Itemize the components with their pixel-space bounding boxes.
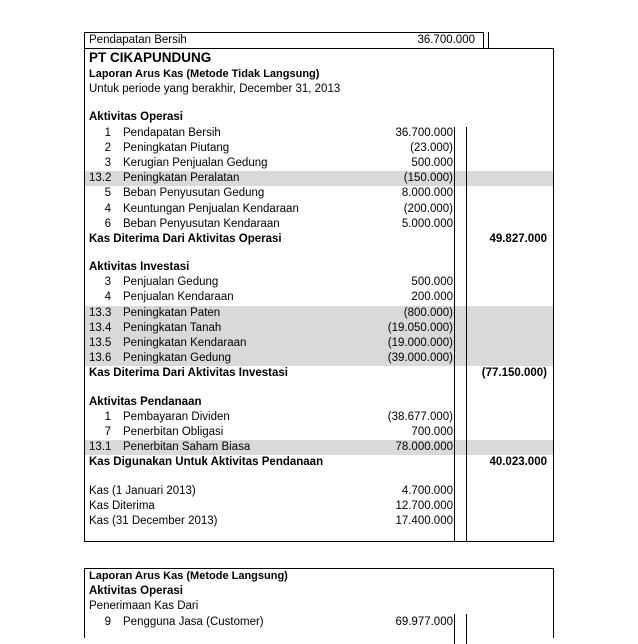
operasi-total-label: Kas Diterima Dari Aktivitas Operasi bbox=[89, 232, 282, 245]
item-description: Keuntungan Penjualan Kendaraan bbox=[123, 202, 299, 215]
item-description: Peningkatan Kendaraan bbox=[123, 337, 247, 349]
pendanaan-heading bbox=[85, 395, 553, 410]
investasi-item bbox=[85, 290, 553, 305]
summary-label: Kas (31 December 2013) bbox=[89, 514, 218, 527]
item-amount: 8.000.000 bbox=[401, 187, 453, 200]
company-name-text: PT CIKAPUNDUNG bbox=[89, 50, 212, 65]
item-amount: (19.050.000) bbox=[387, 321, 453, 334]
item-amount: (23.000) bbox=[410, 141, 453, 154]
report2-subheading: Penerimaan Kas Dari bbox=[89, 600, 199, 613]
item-amount: 500.000 bbox=[411, 276, 453, 289]
top-header-divider bbox=[488, 32, 489, 49]
summary-row bbox=[85, 499, 553, 514]
item-description: Beban Penyusutan Kendaraan bbox=[123, 217, 280, 230]
summary-amount: 4.700.000 bbox=[401, 484, 453, 497]
operasi-heading-text: Aktivitas Operasi bbox=[89, 111, 183, 124]
report2-column-divider-2 bbox=[466, 614, 467, 644]
investasi-heading-text: Aktivitas Investasi bbox=[89, 261, 190, 274]
pendanaan-item bbox=[85, 440, 553, 455]
item-number: 13.2 bbox=[89, 172, 112, 185]
pendanaan-total bbox=[85, 455, 553, 470]
summary-row bbox=[85, 514, 553, 529]
summary-label: Kas (1 Januari 2013) bbox=[89, 484, 196, 497]
item-number: 5 bbox=[104, 187, 111, 200]
item-amount: 78.000.000 bbox=[395, 441, 453, 454]
operasi-total-value: 49.827.000 bbox=[489, 232, 547, 245]
item-description: Peningkatan Peralatan bbox=[123, 172, 240, 185]
summary-label: Kas Diterima bbox=[89, 499, 155, 512]
operasi-total bbox=[85, 232, 553, 247]
report-period-text: Untuk periode yang berakhir, December 31, 2013 bbox=[89, 83, 341, 96]
item-number: 2 bbox=[104, 141, 111, 154]
item-number: 4 bbox=[104, 202, 111, 215]
item-number: 13.5 bbox=[89, 337, 112, 349]
report-rows bbox=[85, 49, 553, 529]
top-header-value: 36.700.000 bbox=[417, 34, 475, 46]
item-amount: (38.677.000) bbox=[387, 410, 453, 423]
item-amount: 5.000.000 bbox=[401, 217, 453, 230]
item-description: Peningkatan Paten bbox=[123, 306, 221, 319]
item-description: Penerbitan Obligasi bbox=[123, 425, 224, 438]
operasi-item bbox=[85, 186, 553, 201]
item-number: 1 bbox=[104, 126, 111, 139]
top-header-box bbox=[84, 32, 484, 48]
item-description: Penjualan Gedung bbox=[123, 276, 219, 289]
item-amount: (150.000) bbox=[403, 172, 453, 185]
investasi-item bbox=[85, 336, 553, 351]
item-amount: (200.000) bbox=[403, 202, 453, 215]
pendanaan-total-label: Kas Digunakan Untuk Aktivitas Pendanaan bbox=[89, 456, 324, 469]
item-description: Pembayaran Dividen bbox=[123, 410, 230, 423]
item-amount: (19.000.000) bbox=[387, 337, 453, 349]
item-number: 1 bbox=[104, 410, 111, 423]
investasi-item bbox=[85, 306, 553, 321]
investasi-item bbox=[85, 321, 553, 336]
pendanaan-item bbox=[85, 410, 553, 425]
item-amount: 700.000 bbox=[411, 425, 453, 438]
cash-flow-indirect-report bbox=[84, 48, 554, 542]
operasi-item bbox=[85, 217, 553, 232]
investasi-item bbox=[85, 275, 553, 290]
column-divider-total bbox=[466, 127, 467, 541]
item-amount: (39.000.000) bbox=[387, 352, 453, 365]
investasi-total-label: Kas Diterima Dari Aktivitas Investasi bbox=[89, 367, 288, 380]
summary-row bbox=[85, 484, 553, 499]
summary-amount: 12.700.000 bbox=[395, 499, 453, 512]
item-amount: (800.000) bbox=[403, 306, 453, 319]
item-amount: 36.700.000 bbox=[395, 126, 453, 139]
investasi-heading bbox=[85, 260, 553, 275]
item-number: 13.6 bbox=[89, 352, 112, 365]
spacer bbox=[85, 471, 553, 484]
report-title bbox=[85, 67, 553, 82]
item-description: Peningkatan Gedung bbox=[123, 352, 232, 365]
operasi-item bbox=[85, 141, 553, 156]
summary-amount: 17.400.000 bbox=[395, 514, 453, 527]
item-description: Pendapatan Bersih bbox=[123, 126, 221, 139]
item-number: 13.4 bbox=[89, 321, 112, 334]
item-number: 3 bbox=[104, 156, 111, 169]
investasi-item bbox=[85, 351, 553, 366]
item-description: Penjualan Kendaraan bbox=[123, 291, 234, 304]
item-number: 6 bbox=[104, 217, 111, 230]
item-description: Penerbitan Saham Biasa bbox=[123, 441, 251, 454]
operasi-item bbox=[85, 156, 553, 171]
item-amount: 200.000 bbox=[411, 291, 453, 304]
report2-title: Laporan Arus Kas (Metode Langsung) bbox=[89, 570, 288, 582]
report2-heading: Aktivitas Operasi bbox=[89, 585, 183, 598]
item-amount: 500.000 bbox=[411, 156, 453, 169]
spacer bbox=[85, 97, 553, 110]
item-number: 7 bbox=[104, 425, 111, 438]
column-divider-amount bbox=[454, 127, 455, 541]
report2-column-divider bbox=[454, 614, 455, 644]
report-period bbox=[85, 82, 553, 97]
item-number: 13.3 bbox=[89, 306, 112, 319]
item-description: Beban Penyusutan Gedung bbox=[123, 187, 265, 200]
investasi-total-value: (77.150.000) bbox=[481, 367, 547, 380]
item-description: Kerugian Penjualan Gedung bbox=[123, 156, 268, 169]
item-description: Peningkatan Tanah bbox=[123, 321, 222, 334]
operasi-heading bbox=[85, 110, 553, 125]
operasi-item bbox=[85, 171, 553, 186]
item-description: Peningkatan Piutang bbox=[123, 141, 230, 154]
operasi-item bbox=[85, 202, 553, 217]
pendanaan-total-value: 40.023.000 bbox=[489, 456, 547, 469]
item-number: 3 bbox=[104, 276, 111, 289]
item-number: 13.1 bbox=[89, 441, 112, 454]
pendanaan-item bbox=[85, 425, 553, 440]
spacer bbox=[85, 382, 553, 395]
top-header-label: Pendapatan Bersih bbox=[89, 34, 187, 46]
investasi-total bbox=[85, 366, 553, 381]
report2-item: 9 Pengguna Jasa (Customer) 69.977.000 bbox=[104, 615, 453, 628]
item-number: 4 bbox=[104, 291, 111, 304]
cash-flow-direct-report bbox=[84, 568, 554, 638]
company-name bbox=[85, 49, 553, 67]
report-title-text: Laporan Arus Kas (Metode Tidak Langsung) bbox=[89, 68, 320, 80]
pendanaan-heading-text: Aktivitas Pendanaan bbox=[89, 395, 202, 408]
spacer bbox=[85, 247, 553, 260]
operasi-item bbox=[85, 126, 553, 141]
